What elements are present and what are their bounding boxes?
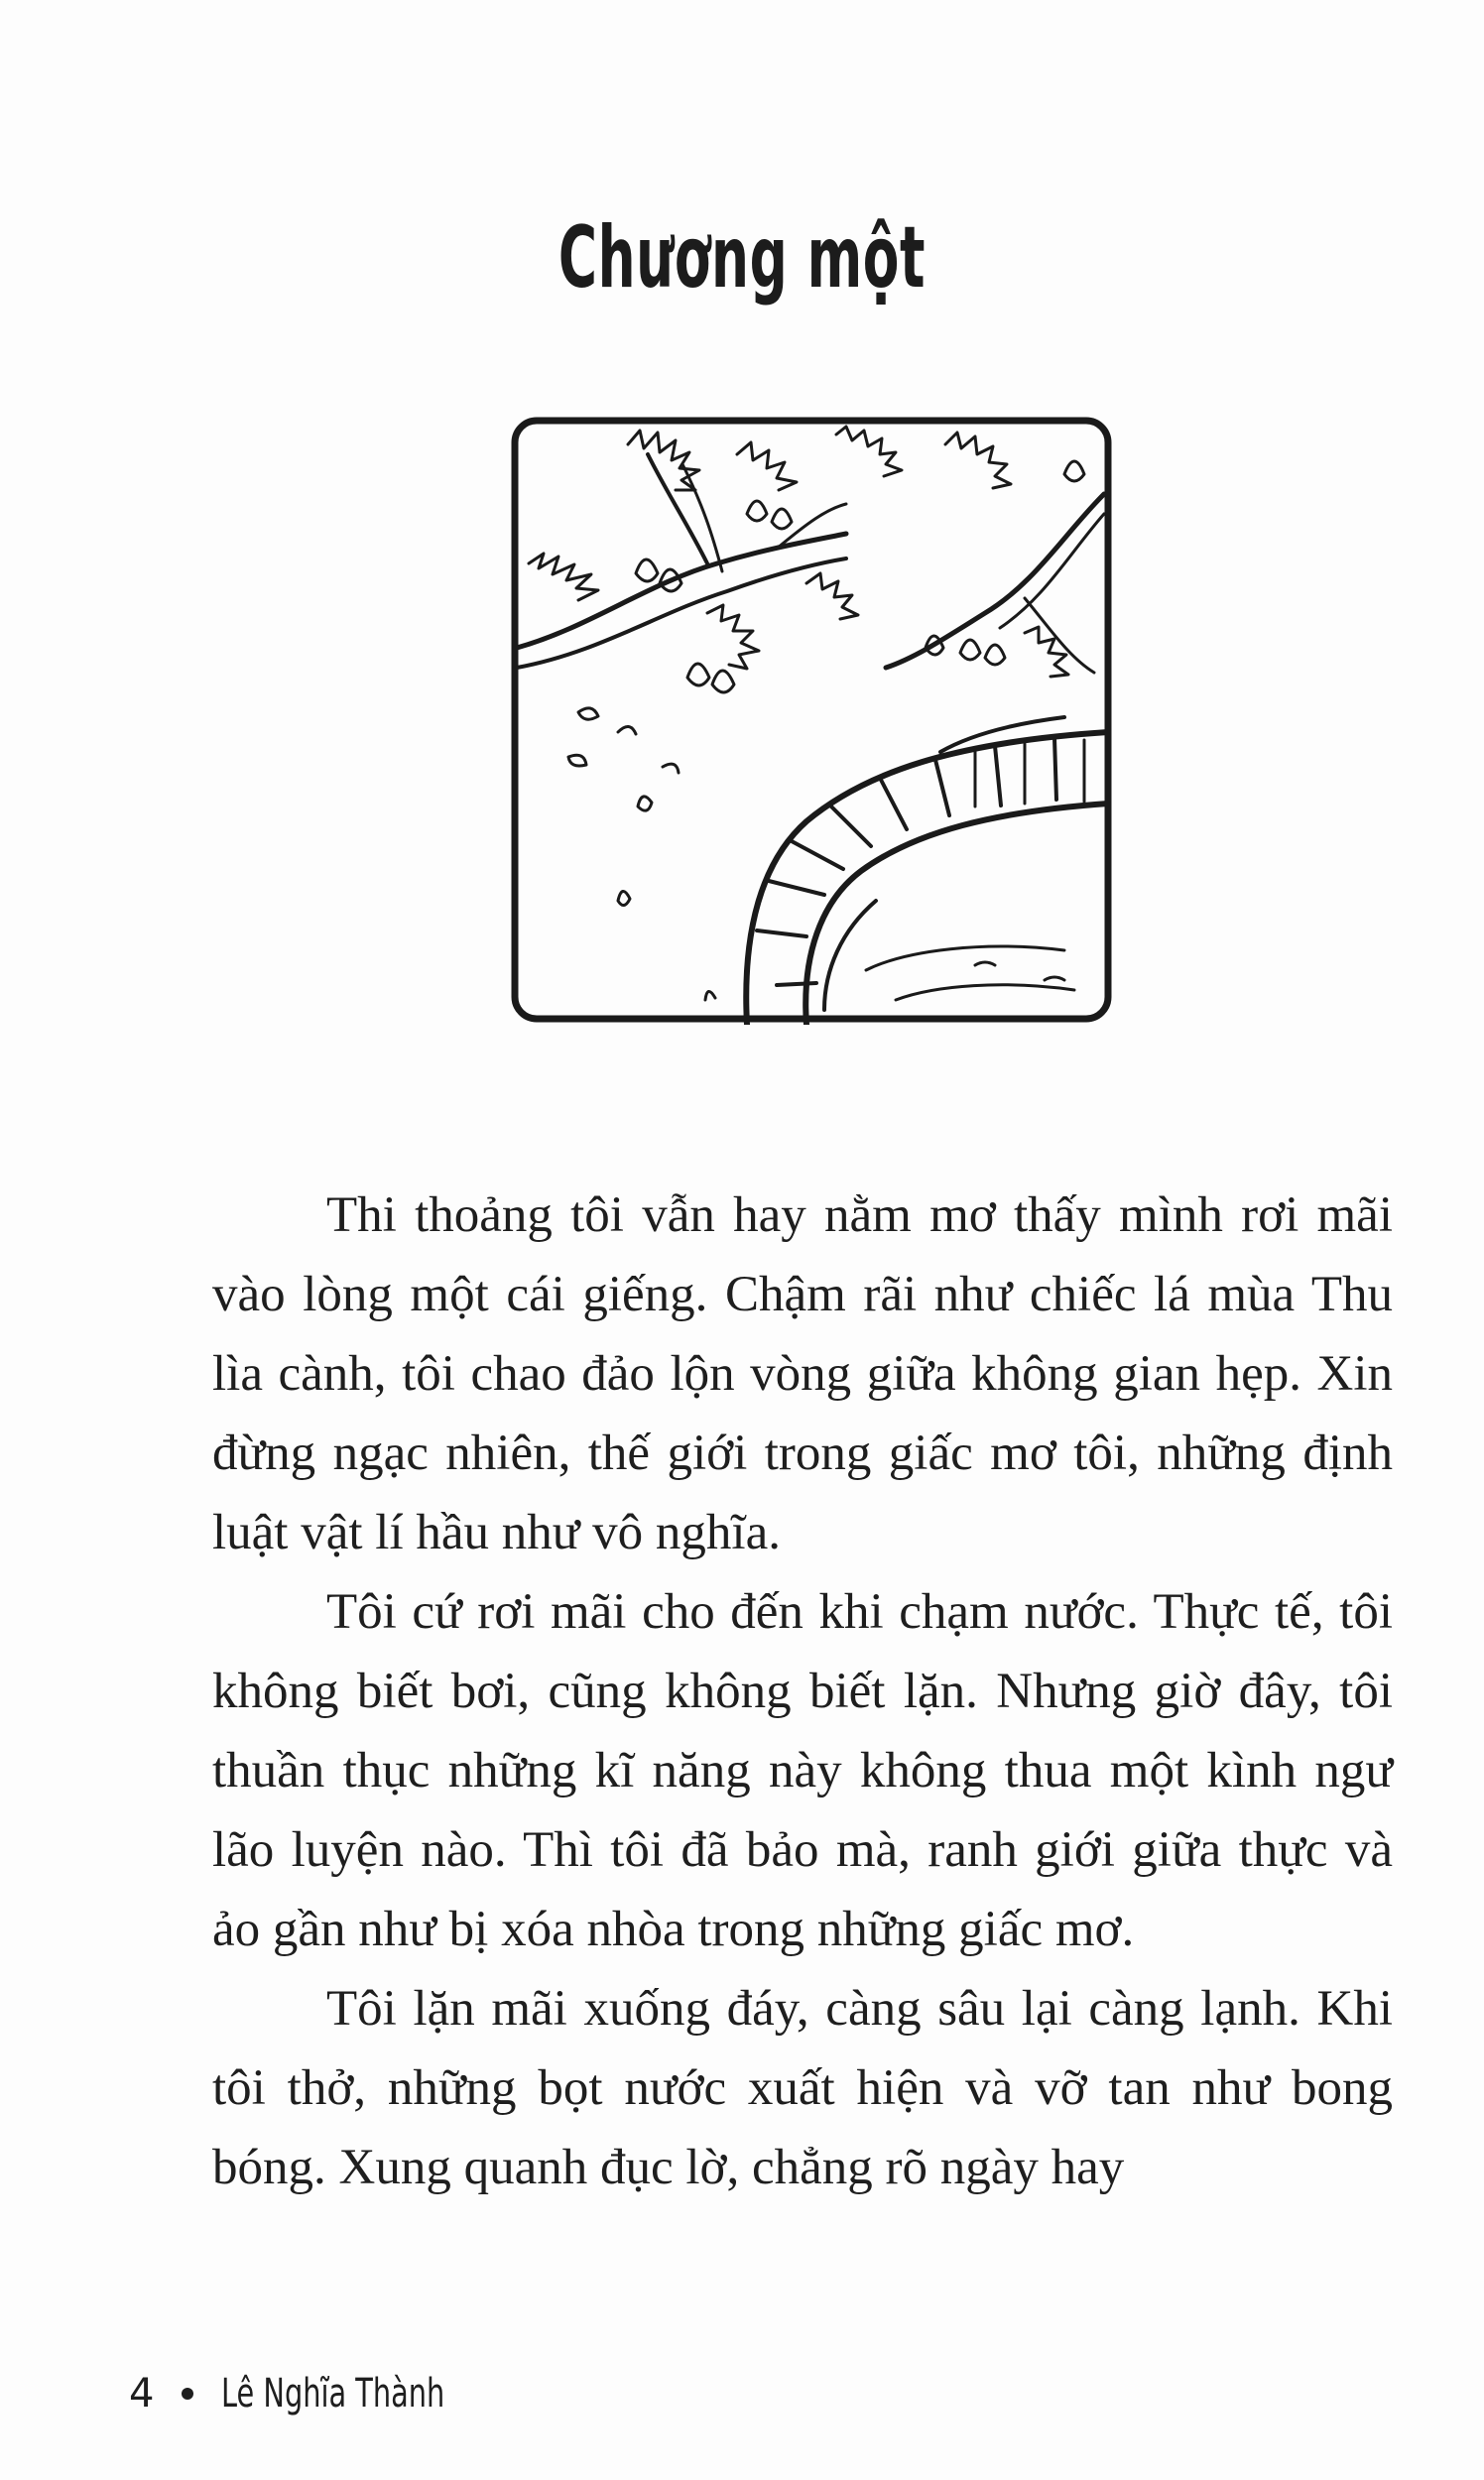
chapter-body [212, 1176, 1393, 2207]
bullet-icon [182, 2388, 193, 2400]
page-number: 4 [129, 2371, 155, 2417]
author-name: Lê Nghĩa Thành [221, 2371, 445, 2417]
paragraph-1: Thi thoảng tôi vẫn hay nằm mơ thấy mình rơi mãi vào lòng một cái giếng. Chậm rãi như chiếc lá mùa Thu lìa cành, tôi chao đảo lộn vòng giữa không gian hẹp. Xin đừng ngạc nhiên, thế giới trong giấc mơ tôi, những định luật vật lí hầu như vô nghĩa. [212, 1187, 1393, 1560]
chapter-title: Chương một [557, 208, 927, 308]
page-footer [129, 2371, 532, 2417]
paragraph-2: Tôi cứ rơi mãi cho đến khi chạm nước. Thực tế, tôi không biết bơi, cũng không biết lặn. Nhưng giờ đây, tôi thuần thục những kĩ năng này không thua một kình ngư lão luyện nào. Thì tôi đã bảo mà, ranh giới giữa thực và ảo gần như bị xóa nhòa trong những giấc mơ. [212, 1584, 1393, 1957]
paragraph-3: Tôi lặn mãi xuống đáy, càng sâu lại càng lạnh. Khi tôi thở, những bọt nước xuất hiện và vỡ tan như bong bóng. Xung quanh đục lờ, chẳng rõ ngày hay [212, 1981, 1393, 2195]
well-under-tree-illustration [509, 415, 1114, 1025]
